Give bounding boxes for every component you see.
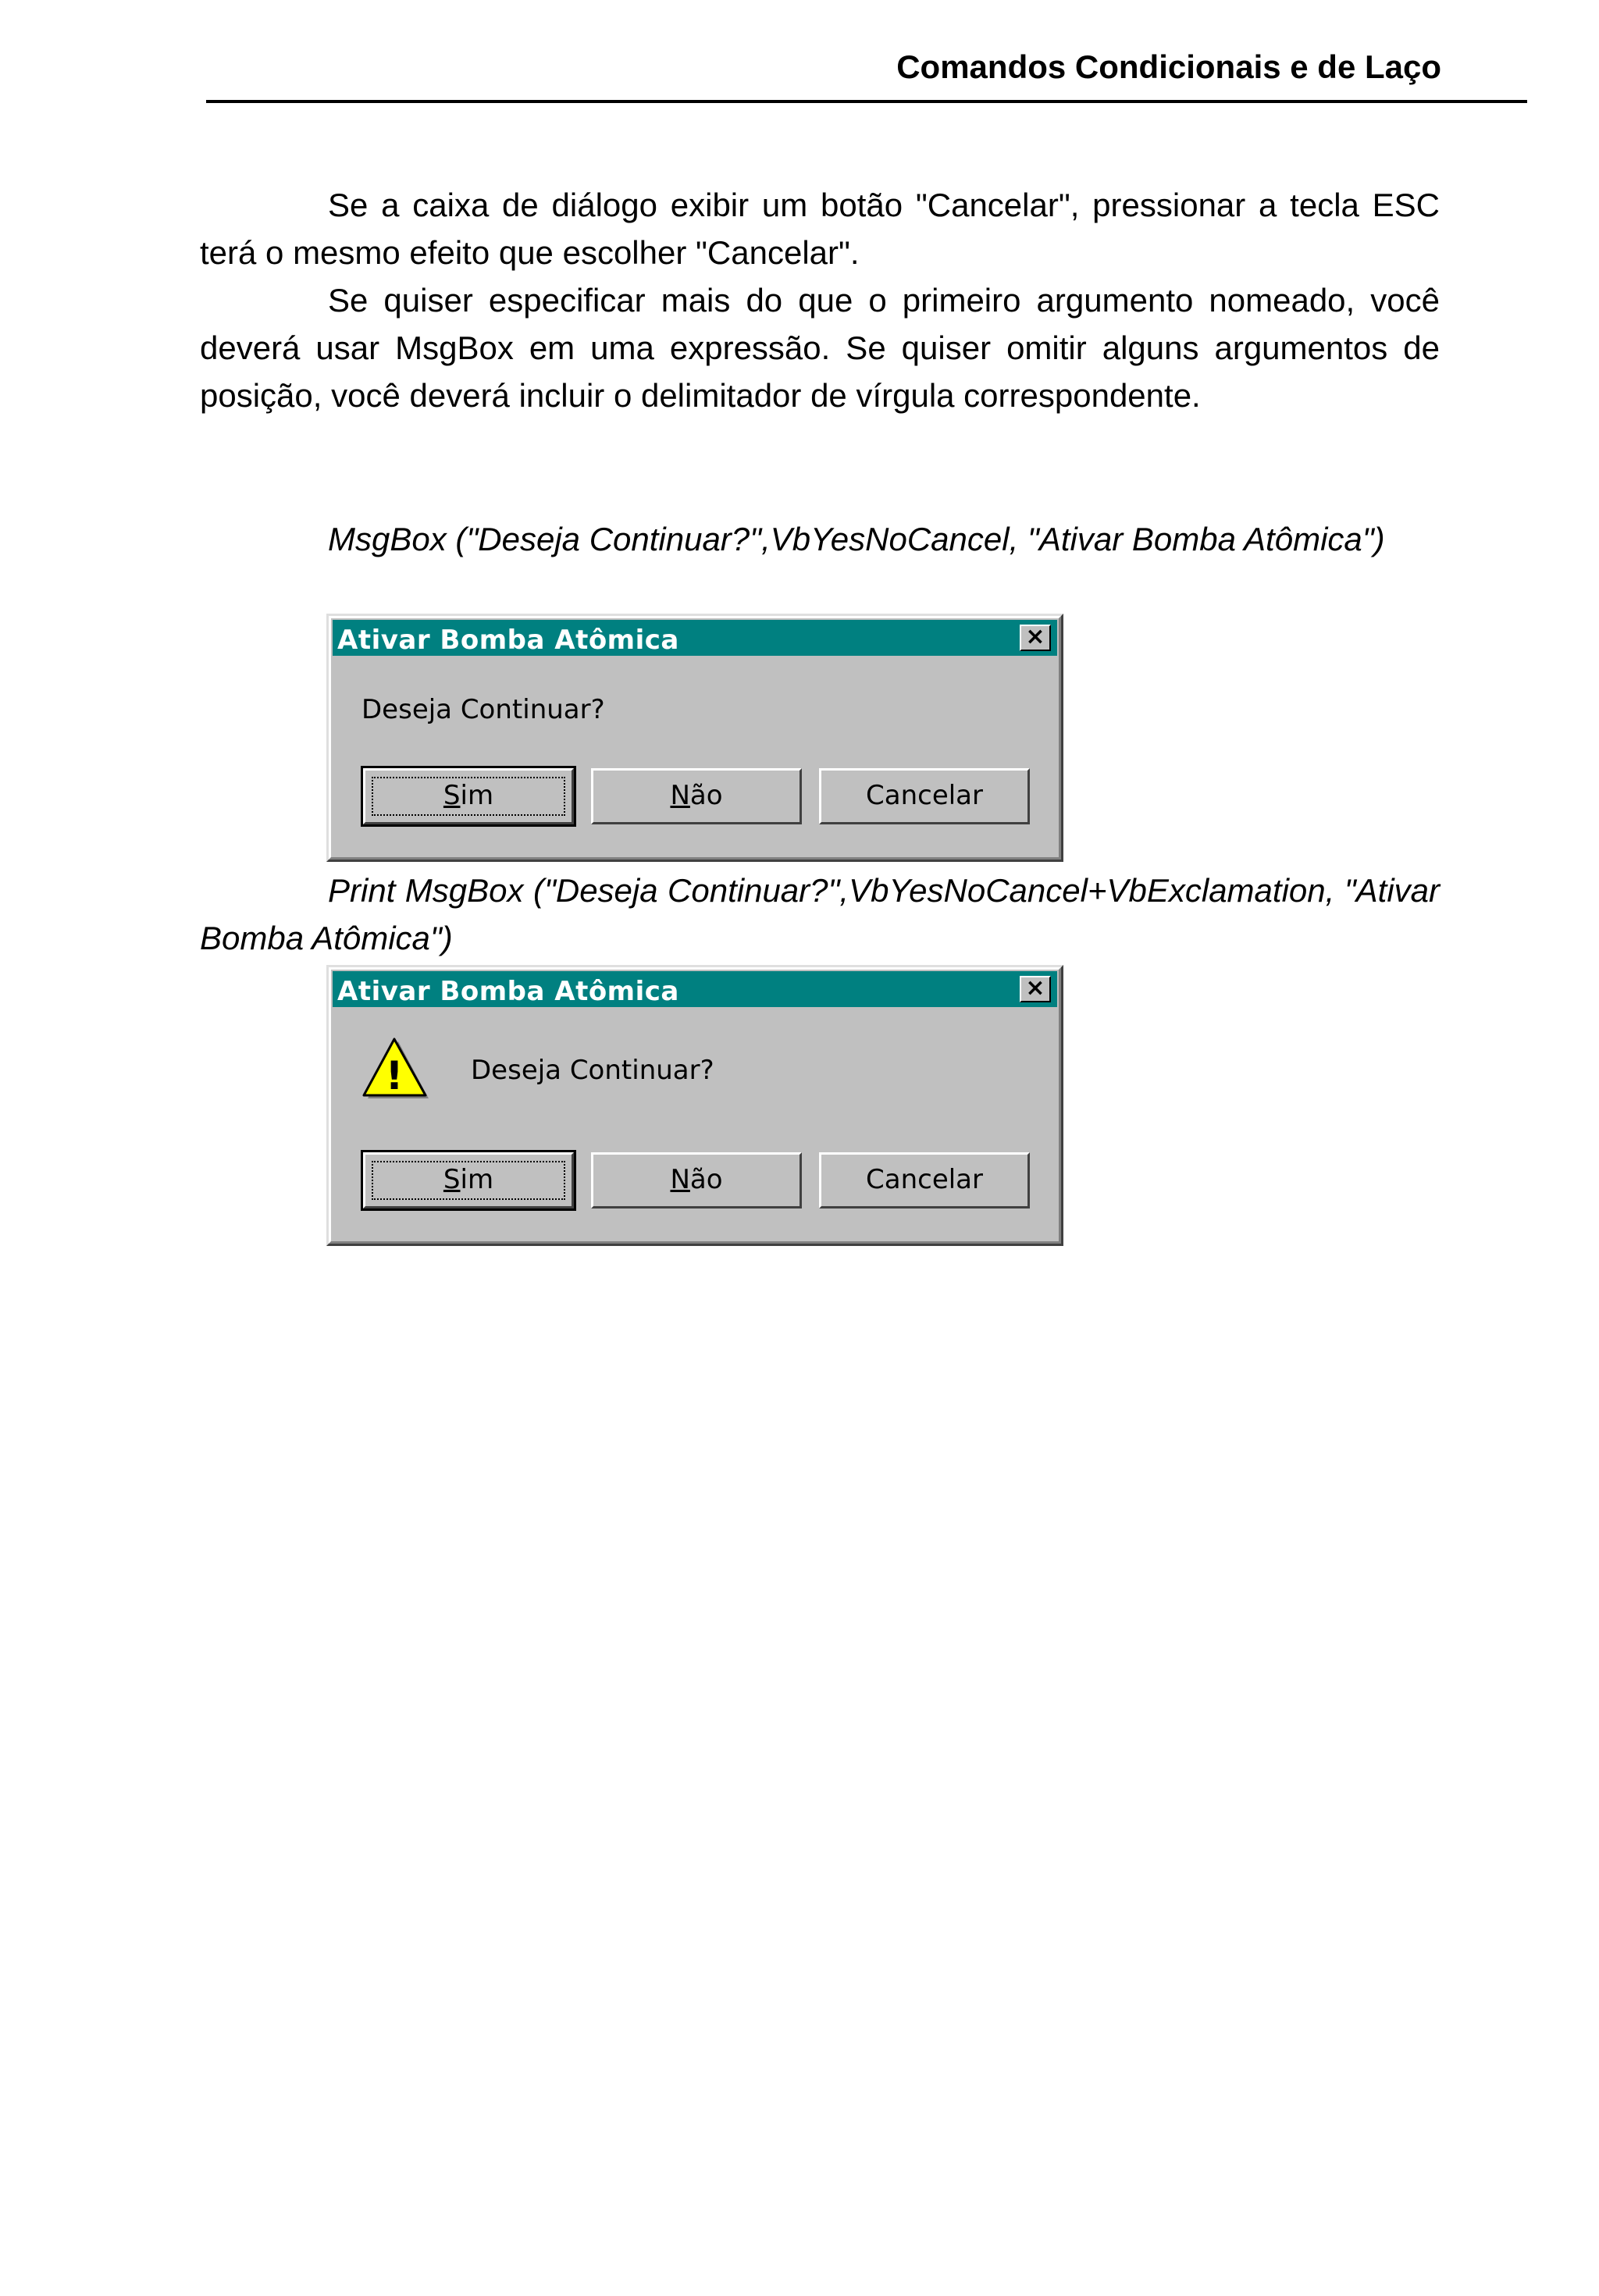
cancel-button-label: Cancelar	[866, 780, 983, 811]
yes-button[interactable]	[363, 768, 574, 824]
no-button-label: ão	[689, 1164, 723, 1195]
header-rule	[206, 100, 1527, 103]
no-button[interactable]	[591, 1152, 802, 1209]
no-button[interactable]	[591, 768, 802, 824]
msgbox-dialog-2	[326, 965, 1063, 1246]
exclamation-warning-icon	[361, 1038, 430, 1102]
exclamation-glyph: !	[385, 1053, 404, 1098]
yes-button-label: im	[460, 1164, 494, 1195]
cancel-button-label: Cancelar	[866, 1164, 983, 1195]
cancel-button[interactable]	[819, 768, 1030, 824]
close-button[interactable]	[1020, 625, 1051, 651]
close-button[interactable]	[1020, 976, 1051, 1002]
dialog-title: Ativar Bomba Atômica	[337, 625, 679, 656]
dialog-titlebar[interactable]	[333, 971, 1057, 1007]
example-2-code: Print MsgBox ("Deseja Continuar?",VbYesNoCancel+VbExclamation, "Ativar Bomba Atômica")	[200, 872, 1440, 956]
dialog-message: Deseja Continuar?	[471, 1055, 714, 1086]
dialog-message: Deseja Continuar?	[361, 694, 605, 725]
close-icon: ×	[1025, 623, 1045, 650]
yes-button-label: im	[460, 780, 494, 811]
paragraph-2: Se quiser especificar mais do que o primeiro argumento nomeado, você deverá usar MsgBox em uma expressão. Se quiser omitir alguns argumentos de posição, você deverá incluir o delimitador de vírgula correspondente.	[200, 282, 1440, 414]
yes-button-accesskey: S	[443, 780, 461, 811]
dialog-title: Ativar Bomba Atômica	[337, 976, 679, 1007]
msgbox-dialog-1	[326, 614, 1063, 862]
header-title: Comandos Condicionais e de Laço	[896, 48, 1441, 85]
yes-button-accesskey: S	[443, 1164, 461, 1195]
paragraph-1: Se a caixa de diálogo exibir um botão "Cancelar", pressionar a tecla ESC terá o mesmo efeito que escolher "Cancelar".	[200, 187, 1440, 271]
no-button-accesskey: N	[670, 780, 690, 811]
close-icon: ×	[1025, 974, 1045, 1002]
no-button-label: ão	[689, 780, 723, 811]
cancel-button[interactable]	[819, 1152, 1030, 1209]
dialog-titlebar[interactable]	[333, 620, 1057, 656]
no-button-accesskey: N	[670, 1164, 690, 1195]
example-1-code: MsgBox ("Deseja Continuar?",VbYesNoCancel, "Ativar Bomba Atômica")	[328, 521, 1385, 557]
yes-button[interactable]	[363, 1152, 574, 1209]
